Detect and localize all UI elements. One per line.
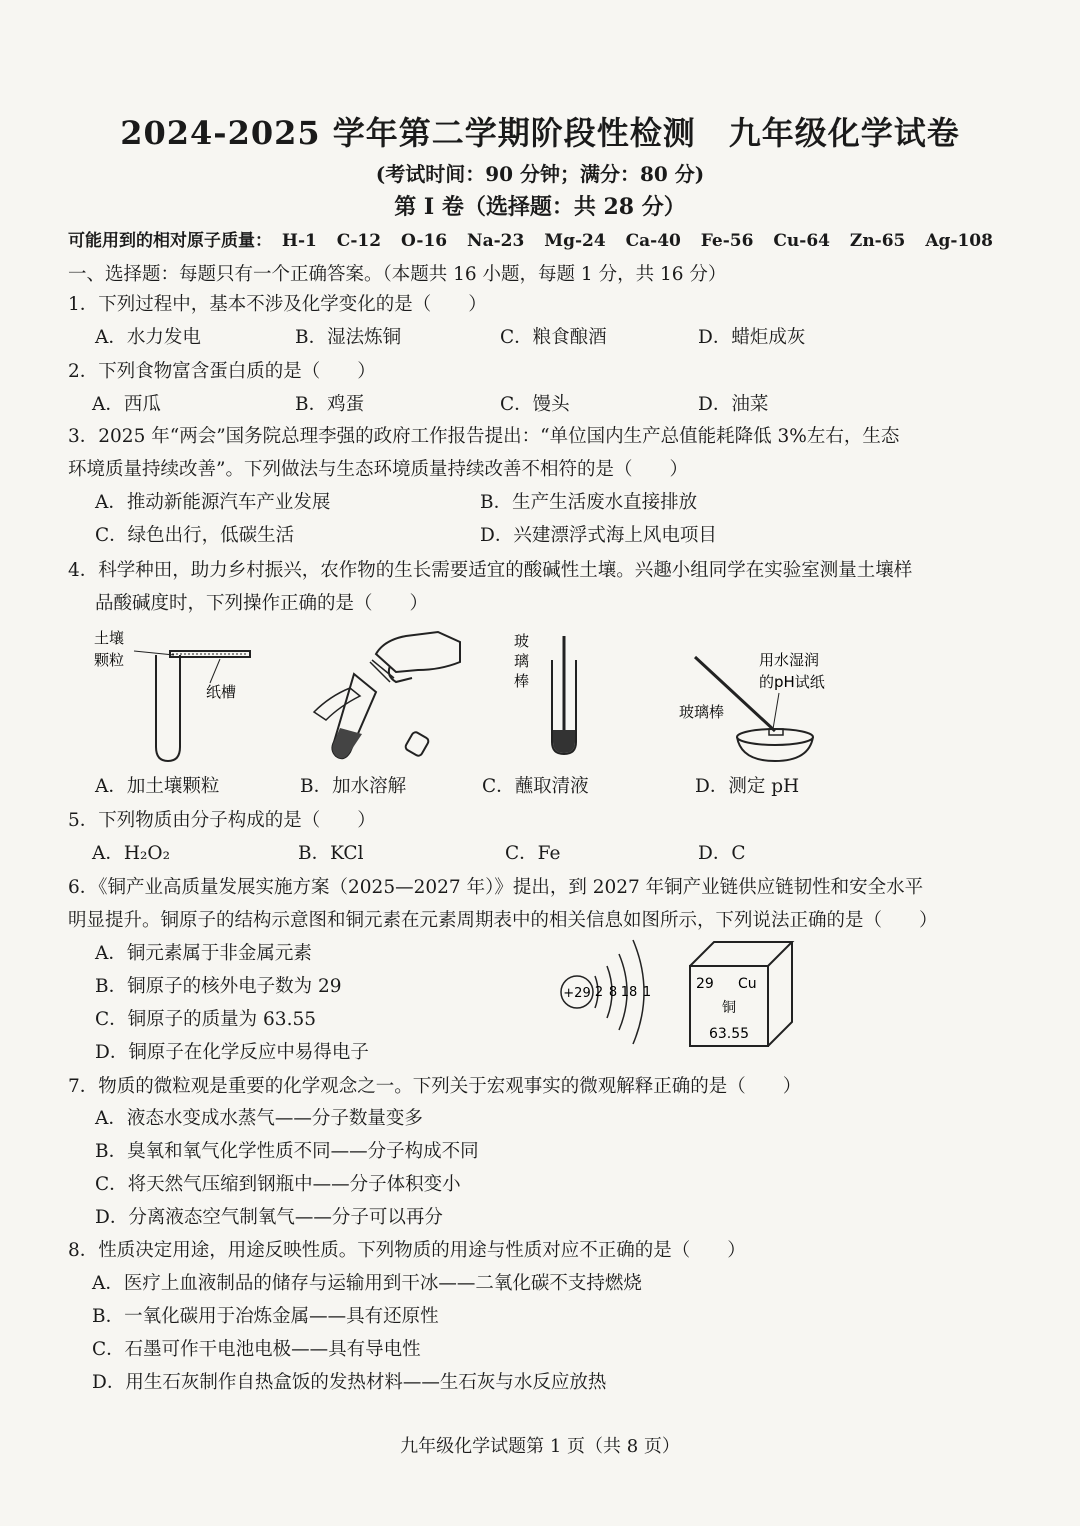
atomic-mass: C-12 — [336, 231, 382, 251]
atomic-mass: H-1 — [281, 231, 317, 251]
q5-option-a: A．H₂O₂ — [92, 843, 170, 864]
q8-option-a: A．医疗上血液制品的储存与运输用到干冰——二氧化碳不支持燃烧 — [92, 1273, 642, 1294]
shell-electrons: 1 — [642, 985, 652, 1000]
q7-option-a: A．液态水变成水蒸气——分子数量变多 — [95, 1108, 423, 1129]
rod-label-1: 玻 — [514, 632, 530, 650]
q1-option-a: A．水力发电 — [95, 327, 201, 348]
q1-option-b: B．湿法炼铜 — [295, 327, 402, 348]
q3-option-b: B．生产生活废水直接排放 — [480, 492, 698, 513]
q7-option-d: D．分离液态空气制氧气——分子可以再分 — [95, 1207, 443, 1228]
atomic-mass: Fe-56 — [700, 231, 754, 251]
q3-option-c: C．绿色出行，低碳生活 — [95, 525, 295, 546]
atomic-mass: Ag-108 — [925, 231, 993, 251]
q6-option-c: C．铜原子的质量为 63.55 — [95, 1009, 316, 1030]
q2-option-b: B．鸡蛋 — [295, 394, 365, 415]
q3-stem-line2: 环境质量持续改善”。下列做法与生态环境质量持续改善不相符的是（ ） — [68, 459, 688, 480]
atomic-masses-label: 可能用到的相对原子质量： — [68, 231, 272, 251]
exam-duration: (考试时间：90 分钟；满分：80 分) — [375, 162, 705, 186]
q4-stem-line1: 4．科学种田，助力乡村振兴，农作物的生长需要适宜的酸碱性土壤。兴趣小组同学在实验室测量土壤样 — [68, 560, 913, 581]
q5-option-d: D．C — [698, 843, 746, 864]
q6-stem-line2: 明显提升。铜原子的结构示意图和铜元素在元素周期表中的相关信息如图所示，下列说法正确的是（ ） — [68, 910, 938, 931]
atomic-mass: Na-23 — [467, 231, 525, 251]
q5-option-b: B．KCl — [298, 843, 364, 864]
q1-option-d: D．蜡炬成灰 — [698, 327, 806, 348]
q2-stem: 2．下列食物富含蛋白质的是（ ） — [68, 361, 376, 382]
q1-option-c: C．粮食酿酒 — [500, 327, 607, 348]
shell-electrons: 2 — [594, 985, 604, 1000]
wet-paper-label-1: 用水湿润 — [759, 651, 820, 669]
exam-title: 2024-2025 学年第二学期阶段性检测 九年级化学试卷 — [120, 114, 960, 152]
q8-option-c: C．石墨可作干电池电极——具有导电性 — [92, 1339, 421, 1360]
q2-option-d: D．油菜 — [698, 394, 769, 415]
copper-atom-diagram — [555, 932, 665, 1052]
q3-option-a: A．推动新能源汽车产业发展 — [95, 492, 331, 513]
atomic-mass: Zn-65 — [849, 231, 906, 251]
section-heading: 第 Ⅰ 卷（选择题：共 28 分） — [394, 194, 686, 220]
element-symbol: Cu — [738, 976, 757, 992]
q7-option-c: C．将天然气压缩到钢瓶中——分子体积变小 — [95, 1174, 461, 1195]
q8-option-b: B．一氧化碳用于冶炼金属——具有还原性 — [92, 1306, 439, 1327]
element-name: 铜 — [722, 1000, 736, 1016]
q5-stem: 5．下列物质由分子构成的是（ ） — [68, 810, 376, 831]
page-footer: 九年级化学试题第 1 页（共 8 页） — [400, 1436, 680, 1457]
q6-option-d: D．铜原子在化学反应中易得电子 — [95, 1042, 369, 1063]
figure-add-soil — [90, 625, 270, 765]
q4-option-a: A．加土壤颗粒 — [95, 776, 220, 797]
q8-option-d: D．用生石灰制作自热盒饭的发热材料——生石灰与水反应放热 — [92, 1372, 607, 1393]
atomic-mass: O-16 — [400, 231, 448, 251]
q4-option-d: D．测定 pH — [695, 776, 800, 797]
q2-option-c: C．馒头 — [500, 394, 570, 415]
q6-stem-line1: 6．《铜产业高质量发展实施方案（2025—2027 年）》提出，到 2027 年铜产业链供应链韧性和安全水平 — [68, 877, 924, 898]
q3-option-d: D．兴建漂浮式海上风电项目 — [480, 525, 717, 546]
q3-stem-line1: 3．2025 年“两会”国务院总理李强的政府工作报告提出：“单位国内生产总值能耗降低 3%左右，生态 — [68, 426, 900, 447]
atomic-mass: Mg-24 — [544, 231, 606, 251]
relative-atomic-mass: 63.55 — [708, 1026, 750, 1042]
q6-option-b: B．铜原子的核外电子数为 29 — [95, 976, 342, 997]
q6-option-a: A．铜元素属于非金属元素 — [95, 943, 312, 964]
q4-stem-line2: 品酸碱度时，下列操作正确的是（ ） — [95, 593, 429, 614]
nucleus-charge: +29 — [563, 986, 591, 1001]
atomic-mass: Ca-40 — [625, 231, 681, 251]
figure-add-water — [310, 622, 470, 767]
q7-option-b: B．臭氧和氧气化学性质不同——分子构成不同 — [95, 1141, 479, 1162]
q4-option-c: C．蘸取清液 — [482, 776, 589, 797]
wet-paper-label-2: 的pH试纸 — [759, 673, 825, 691]
atomic-mass: Cu-64 — [773, 231, 830, 251]
part1-heading: 一、选择题：每题只有一个正确答案。（本题共 16 小题，每题 1 分，共 16 分） — [68, 264, 727, 285]
soil-label-2: 颗粒 — [94, 651, 125, 669]
q8-stem: 8．性质决定用途，用途反映性质。下列物质的用途与性质对应不正确的是（ ） — [68, 1240, 746, 1261]
q7-stem: 7．物质的微粒观是重要的化学观念之一。下列关于宏观事实的微观解释正确的是（ ） — [68, 1076, 802, 1097]
atomic-masses — [68, 226, 1007, 251]
q5-option-c: C．Fe — [505, 843, 561, 864]
trough-label: 纸槽 — [206, 683, 237, 701]
shell-electrons: 8 — [608, 985, 618, 1000]
q4-option-b: B．加水溶解 — [300, 776, 407, 797]
glass-rod-label: 玻璃棒 — [679, 703, 725, 721]
figure-dip-liquid — [510, 630, 610, 760]
rod-label-2: 璃 — [514, 652, 530, 670]
soil-label-1: 土壤 — [94, 629, 125, 647]
figure-measure-ph — [675, 645, 845, 770]
shell-electrons: 18 — [620, 985, 638, 1000]
q1-stem: 1．下列过程中，基本不涉及化学变化的是（ ） — [68, 294, 487, 315]
copper-periodic-cell — [688, 940, 798, 1050]
atomic-number: 29 — [696, 976, 714, 992]
rod-label-3: 棒 — [514, 672, 530, 690]
q2-option-a: A．西瓜 — [92, 394, 161, 415]
